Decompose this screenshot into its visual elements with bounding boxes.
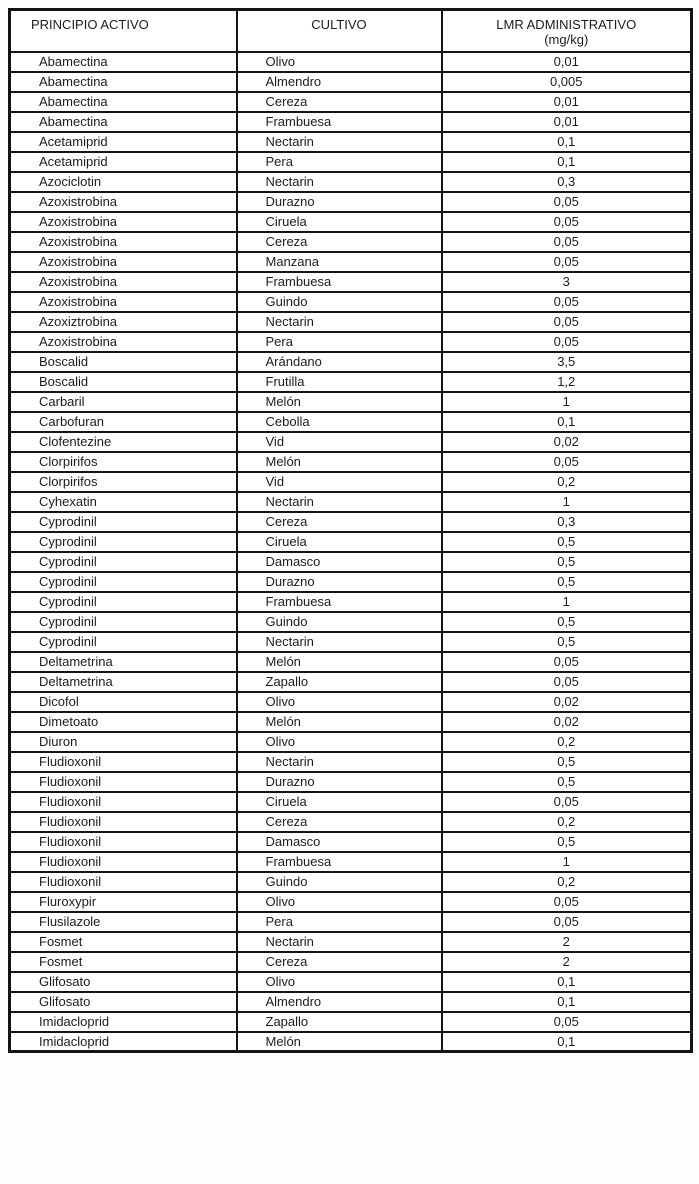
table-row <box>10 832 692 852</box>
cell-principio-activo: Fludioxonil <box>10 792 237 812</box>
cell-cultivo: Guindo <box>237 872 442 892</box>
cell-cultivo: Durazno <box>237 572 442 592</box>
cell-cultivo: Frambuesa <box>237 112 442 132</box>
cell-lmr: 0,05 <box>442 672 692 692</box>
cell-principio-activo: Flusilazole <box>10 912 237 932</box>
cell-lmr: 0,05 <box>442 252 692 272</box>
table-row <box>10 252 692 272</box>
cell-principio-activo: Imidacloprid <box>10 1032 237 1052</box>
cell-principio-activo: Clorpirifos <box>10 472 237 492</box>
cell-lmr: 0,2 <box>442 872 692 892</box>
cell-cultivo: Olivo <box>237 892 442 912</box>
cell-principio-activo: Azociclotin <box>10 172 237 192</box>
cell-principio-activo: Carbaril <box>10 392 237 412</box>
cell-cultivo: Nectarin <box>237 492 442 512</box>
cell-principio-activo: Abamectina <box>10 112 237 132</box>
header-lmr-unit: (mg/kg) <box>544 32 589 47</box>
cell-cultivo: Vid <box>237 472 442 492</box>
cell-principio-activo: Diuron <box>10 732 237 752</box>
cell-cultivo: Melón <box>237 1032 442 1052</box>
table-row <box>10 192 692 212</box>
cell-cultivo: Nectarin <box>237 132 442 152</box>
cell-lmr: 3,5 <box>442 352 692 372</box>
cell-principio-activo: Cyprodinil <box>10 612 237 632</box>
cell-lmr: 0,05 <box>442 892 692 912</box>
cell-lmr: 1 <box>442 592 692 612</box>
cell-lmr: 0,01 <box>442 92 692 112</box>
cell-cultivo: Ciruela <box>237 532 442 552</box>
cell-cultivo: Manzana <box>237 252 442 272</box>
header-cultivo: CULTIVO <box>237 10 442 52</box>
cell-lmr: 0,2 <box>442 472 692 492</box>
cell-cultivo: Nectarin <box>237 632 442 652</box>
cell-lmr: 0,01 <box>442 112 692 132</box>
cell-principio-activo: Azoxistrobina <box>10 272 237 292</box>
cell-cultivo: Damasco <box>237 832 442 852</box>
table-row <box>10 972 692 992</box>
table-row <box>10 752 692 772</box>
cell-lmr: 0,05 <box>442 332 692 352</box>
cell-cultivo: Frutilla <box>237 372 442 392</box>
table-row <box>10 212 692 232</box>
table-row <box>10 1012 692 1032</box>
lmr-table <box>8 8 693 1053</box>
cell-cultivo: Olivo <box>237 732 442 752</box>
cell-principio-activo: Deltametrina <box>10 652 237 672</box>
cell-lmr: 0,05 <box>442 292 692 312</box>
cell-principio-activo: Fludioxonil <box>10 852 237 872</box>
table-row <box>10 652 692 672</box>
table-row <box>10 52 692 72</box>
cell-cultivo: Nectarin <box>237 312 442 332</box>
cell-cultivo: Nectarin <box>237 932 442 952</box>
cell-principio-activo: Glifosato <box>10 992 237 1012</box>
table-row <box>10 672 692 692</box>
cell-principio-activo: Fosmet <box>10 932 237 952</box>
cell-cultivo: Almendro <box>237 992 442 1012</box>
table-row <box>10 952 692 972</box>
cell-principio-activo: Azoxistrobina <box>10 192 237 212</box>
table-row <box>10 492 692 512</box>
cell-cultivo: Frambuesa <box>237 852 442 872</box>
cell-cultivo: Guindo <box>237 612 442 632</box>
cell-lmr: 1 <box>442 392 692 412</box>
cell-cultivo: Nectarin <box>237 752 442 772</box>
table-row <box>10 452 692 472</box>
cell-cultivo: Ciruela <box>237 792 442 812</box>
cell-lmr: 0,005 <box>442 72 692 92</box>
cell-principio-activo: Fludioxonil <box>10 772 237 792</box>
cell-cultivo: Melón <box>237 452 442 472</box>
table-row <box>10 912 692 932</box>
cell-cultivo: Damasco <box>237 552 442 572</box>
cell-cultivo: Cereza <box>237 512 442 532</box>
cell-lmr: 0,05 <box>442 792 692 812</box>
table-row <box>10 1032 692 1052</box>
table-row <box>10 632 692 652</box>
cell-lmr: 0,05 <box>442 312 692 332</box>
cell-lmr: 1,2 <box>442 372 692 392</box>
cell-cultivo: Pera <box>237 912 442 932</box>
cell-lmr: 0,3 <box>442 172 692 192</box>
cell-lmr: 0,1 <box>442 1032 692 1052</box>
cell-principio-activo: Dicofol <box>10 692 237 712</box>
cell-lmr: 0,05 <box>442 652 692 672</box>
cell-principio-activo: Azoxistrobina <box>10 292 237 312</box>
cell-principio-activo: Cyhexatin <box>10 492 237 512</box>
cell-cultivo: Durazno <box>237 192 442 212</box>
table-row <box>10 232 692 252</box>
cell-principio-activo: Fosmet <box>10 952 237 972</box>
cell-cultivo: Melón <box>237 652 442 672</box>
cell-principio-activo: Deltametrina <box>10 672 237 692</box>
cell-lmr: 2 <box>442 952 692 972</box>
cell-lmr: 0,05 <box>442 232 692 252</box>
cell-principio-activo: Fluroxypir <box>10 892 237 912</box>
table-row <box>10 72 692 92</box>
cell-lmr: 0,5 <box>442 552 692 572</box>
cell-principio-activo: Abamectina <box>10 52 237 72</box>
cell-cultivo: Melón <box>237 392 442 412</box>
cell-lmr: 0,5 <box>442 612 692 632</box>
cell-cultivo: Zapallo <box>237 1012 442 1032</box>
cell-lmr: 0,5 <box>442 752 692 772</box>
cell-principio-activo: Abamectina <box>10 92 237 112</box>
cell-cultivo: Cebolla <box>237 412 442 432</box>
cell-lmr: 1 <box>442 852 692 872</box>
cell-cultivo: Frambuesa <box>237 592 442 612</box>
cell-principio-activo: Azoxiztrobina <box>10 312 237 332</box>
cell-cultivo: Pera <box>237 332 442 352</box>
cell-lmr: 0,02 <box>442 712 692 732</box>
cell-cultivo: Olivo <box>237 972 442 992</box>
table-body <box>10 52 692 1052</box>
cell-lmr: 0,02 <box>442 432 692 452</box>
table-row <box>10 152 692 172</box>
cell-cultivo: Cereza <box>237 232 442 252</box>
table-row <box>10 592 692 612</box>
table-row <box>10 292 692 312</box>
cell-principio-activo: Clofentezine <box>10 432 237 452</box>
cell-cultivo: Nectarin <box>237 172 442 192</box>
cell-cultivo: Ciruela <box>237 212 442 232</box>
table-row <box>10 112 692 132</box>
cell-cultivo: Pera <box>237 152 442 172</box>
cell-principio-activo: Cyprodinil <box>10 592 237 612</box>
table-row <box>10 552 692 572</box>
cell-lmr: 0,1 <box>442 992 692 1012</box>
cell-principio-activo: Dimetoato <box>10 712 237 732</box>
cell-lmr: 0,01 <box>442 52 692 72</box>
table-row <box>10 472 692 492</box>
table-row <box>10 872 692 892</box>
cell-lmr: 1 <box>442 492 692 512</box>
cell-lmr: 0,2 <box>442 812 692 832</box>
cell-cultivo: Melón <box>237 712 442 732</box>
cell-principio-activo: Carbofuran <box>10 412 237 432</box>
cell-cultivo: Cereza <box>237 812 442 832</box>
cell-principio-activo: Cyprodinil <box>10 532 237 552</box>
cell-cultivo: Vid <box>237 432 442 452</box>
cell-principio-activo: Boscalid <box>10 372 237 392</box>
table-row <box>10 352 692 372</box>
table-row <box>10 172 692 192</box>
table-row <box>10 432 692 452</box>
cell-cultivo: Arándano <box>237 352 442 372</box>
cell-cultivo: Cereza <box>237 952 442 972</box>
table-row <box>10 572 692 592</box>
cell-cultivo: Almendro <box>237 72 442 92</box>
table-row <box>10 132 692 152</box>
table-row <box>10 772 692 792</box>
table-row <box>10 312 692 332</box>
cell-lmr: 0,2 <box>442 732 692 752</box>
table-row <box>10 992 692 1012</box>
cell-principio-activo: Boscalid <box>10 352 237 372</box>
cell-principio-activo: Azoxistrobina <box>10 252 237 272</box>
cell-cultivo: Cereza <box>237 92 442 112</box>
cell-lmr: 0,1 <box>442 412 692 432</box>
cell-principio-activo: Clorpirifos <box>10 452 237 472</box>
cell-principio-activo: Acetamiprid <box>10 152 237 172</box>
header-lmr-label: LMR ADMINISTRATIVO <box>496 17 637 32</box>
cell-lmr: 3 <box>442 272 692 292</box>
header-lmr-administrativo <box>442 10 692 52</box>
header-row <box>10 10 692 52</box>
cell-principio-activo: Azoxistrobina <box>10 332 237 352</box>
cell-lmr: 0,05 <box>442 912 692 932</box>
table-row <box>10 932 692 952</box>
table-row <box>10 272 692 292</box>
cell-principio-activo: Glifosato <box>10 972 237 992</box>
table-header <box>10 10 692 52</box>
table-row <box>10 392 692 412</box>
cell-principio-activo: Fludioxonil <box>10 872 237 892</box>
cell-cultivo: Zapallo <box>237 672 442 692</box>
cell-cultivo: Olivo <box>237 692 442 712</box>
table-row <box>10 372 692 392</box>
cell-cultivo: Durazno <box>237 772 442 792</box>
table-row <box>10 812 692 832</box>
cell-lmr: 0,05 <box>442 192 692 212</box>
cell-lmr: 0,5 <box>442 572 692 592</box>
cell-lmr: 0,1 <box>442 972 692 992</box>
cell-lmr: 0,5 <box>442 632 692 652</box>
table-row <box>10 92 692 112</box>
cell-lmr: 0,5 <box>442 832 692 852</box>
cell-lmr: 0,5 <box>442 772 692 792</box>
cell-principio-activo: Azoxistrobina <box>10 212 237 232</box>
header-principio-activo: PRINCIPIO ACTIVO <box>10 10 237 52</box>
cell-principio-activo: Acetamiprid <box>10 132 237 152</box>
table-row <box>10 892 692 912</box>
cell-cultivo: Frambuesa <box>237 272 442 292</box>
cell-lmr: 0,05 <box>442 212 692 232</box>
cell-lmr: 0,05 <box>442 1012 692 1032</box>
cell-lmr: 0,05 <box>442 452 692 472</box>
cell-cultivo: Guindo <box>237 292 442 312</box>
cell-principio-activo: Cyprodinil <box>10 552 237 572</box>
table-row <box>10 712 692 732</box>
cell-principio-activo: Fludioxonil <box>10 832 237 852</box>
table-row <box>10 852 692 872</box>
table-row <box>10 692 692 712</box>
cell-principio-activo: Imidacloprid <box>10 1012 237 1032</box>
cell-lmr: 0,3 <box>442 512 692 532</box>
table-row <box>10 612 692 632</box>
table-row <box>10 512 692 532</box>
cell-principio-activo: Cyprodinil <box>10 572 237 592</box>
cell-lmr: 0,5 <box>442 532 692 552</box>
table-row <box>10 332 692 352</box>
cell-principio-activo: Azoxistrobina <box>10 232 237 252</box>
table-row <box>10 732 692 752</box>
cell-principio-activo: Fludioxonil <box>10 812 237 832</box>
cell-cultivo: Olivo <box>237 52 442 72</box>
table-row <box>10 532 692 552</box>
table-row <box>10 792 692 812</box>
cell-principio-activo: Cyprodinil <box>10 512 237 532</box>
cell-lmr: 2 <box>442 932 692 952</box>
cell-lmr: 0,1 <box>442 132 692 152</box>
cell-principio-activo: Abamectina <box>10 72 237 92</box>
cell-lmr: 0,02 <box>442 692 692 712</box>
cell-lmr: 0,1 <box>442 152 692 172</box>
table-row <box>10 412 692 432</box>
cell-principio-activo: Fludioxonil <box>10 752 237 772</box>
cell-principio-activo: Cyprodinil <box>10 632 237 652</box>
